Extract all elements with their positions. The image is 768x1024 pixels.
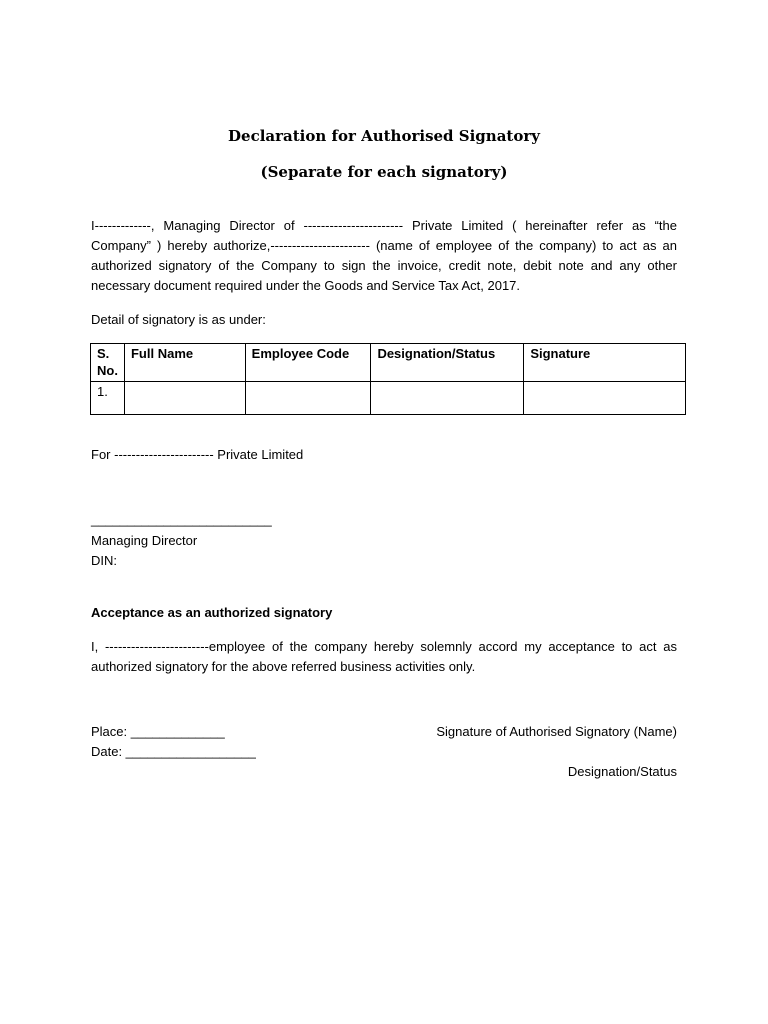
intro-paragraph: I-------------, Managing Director of ----------------------- Private Limited ( hereinafter refer as “the Company” ) hereby authorize,----------------------- (name of employee of the company) to act as an authorized signatory of the Company to sign the invoice, credit note, debit note and any other necessary document required under the Goods and Service Tax Act, 2017. — [91, 218, 677, 293]
table-cell — [371, 382, 524, 415]
designation-status-label: Designation/Status — [567, 764, 677, 779]
acceptance-paragraph: I, ------------------------employee of the company hereby solemnly accord my acceptance to act as authorized signatory for the above referred business activities only. — [91, 639, 677, 674]
table-cell — [124, 382, 245, 415]
table-cell — [245, 382, 371, 415]
table-cell: 1. — [91, 382, 125, 415]
din-label: DIN: — [91, 553, 117, 568]
signature-line: _________________________ — [91, 512, 272, 527]
table-header-cell: Employee Code — [245, 344, 371, 382]
acceptance-heading: Acceptance as an authorized signatory — [91, 605, 333, 620]
document-title: Declaration for Authorised Signatory — [228, 127, 540, 145]
table-header-cell: S. No. — [91, 344, 125, 382]
signatory-table — [90, 343, 686, 415]
place-field: Place: _____________ — [91, 724, 225, 739]
table-header-cell: Full Name — [124, 344, 245, 382]
date-field: Date: __________________ — [91, 744, 256, 759]
table-header-cell: Designation/Status — [371, 344, 524, 382]
table-header-row — [91, 344, 686, 382]
detail-heading: Detail of signatory is as under: — [91, 312, 266, 327]
table-header-cell: Signature — [524, 344, 686, 382]
table-cell — [524, 382, 686, 415]
signatory-signature-label: Signature of Authorised Signatory (Name) — [436, 724, 677, 739]
managing-director-label: Managing Director — [91, 533, 198, 548]
table-row — [91, 382, 686, 415]
for-company-line: For ----------------------- Private Limited — [91, 447, 304, 462]
document-subtitle: (Separate for each signatory) — [260, 163, 508, 181]
